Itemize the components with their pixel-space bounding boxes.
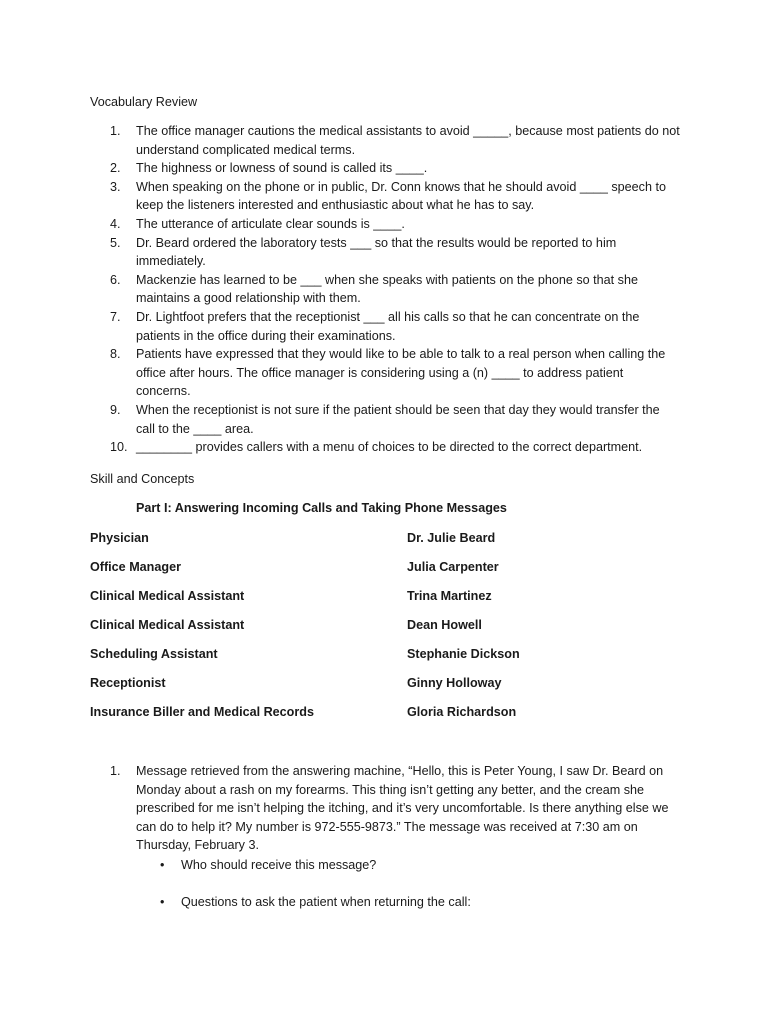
item-text: Dr. Beard ordered the laboratory tests ___ so that the results would be reported to him immediately. bbox=[136, 235, 617, 269]
list-item bbox=[90, 234, 680, 271]
item-number: 1. bbox=[110, 124, 121, 138]
item-text: The utterance of articulate clear sounds is ____. bbox=[136, 216, 405, 231]
staff-name: Dr. Julie Beard bbox=[407, 531, 496, 545]
staff-row bbox=[90, 529, 650, 548]
staff-role: Clinical Medical Assistant bbox=[90, 618, 245, 632]
list-item bbox=[90, 438, 680, 457]
list-item bbox=[90, 122, 680, 159]
list-item bbox=[90, 401, 680, 438]
staff-role: Receptionist bbox=[90, 676, 166, 690]
item-number: 3. bbox=[110, 179, 121, 194]
list-item bbox=[90, 271, 680, 308]
staff-role: Scheduling Assistant bbox=[90, 647, 218, 661]
bullet-text: Who should receive this message? bbox=[181, 858, 377, 872]
bullet-icon: • bbox=[160, 858, 165, 872]
staff-name: Trina Martinez bbox=[407, 589, 492, 603]
item-text: The office manager cautions the medical assistants to avoid _____, because most patients do not understand complicated medical terms. bbox=[136, 124, 680, 157]
item-number: 2. bbox=[110, 161, 121, 176]
part-title: Part I: Answering Incoming Calls and Taking Phone Messages bbox=[136, 501, 507, 515]
item-number: 10. bbox=[110, 440, 128, 455]
list-item bbox=[90, 762, 680, 855]
skills-heading: Skill and Concepts bbox=[90, 472, 195, 486]
item-number: 9. bbox=[110, 402, 121, 417]
item-number: 6. bbox=[110, 272, 121, 287]
list-item bbox=[90, 345, 680, 401]
staff-row bbox=[90, 558, 650, 577]
item-text: Mackenzie has learned to be ___ when she speaks with patients on the phone so that she maintains a good relationship with them. bbox=[136, 272, 638, 306]
staff-row bbox=[90, 703, 650, 722]
item-text: Dr. Lightfoot prefers that the receptionist ___ all his calls so that he can concentrate on the patients in the office during their examinations. bbox=[136, 309, 640, 343]
item-number: 7. bbox=[110, 309, 121, 324]
staff-row bbox=[90, 616, 650, 635]
list-item bbox=[90, 308, 680, 345]
staff-row bbox=[90, 645, 650, 664]
item-number: 8. bbox=[110, 347, 121, 362]
item-number: 5. bbox=[110, 235, 121, 250]
item-number: 1. bbox=[110, 764, 121, 778]
item-text: When the receptionist is not sure if the patient should be seen that day they would transfer the call to the ____ area. bbox=[136, 402, 660, 436]
list-item bbox=[90, 178, 680, 215]
item-text: Message retrieved from the answering machine, “Hello, this is Peter Young, I saw Dr. Beard on Monday about a rash on my forearms. This thing isn’t getting any better, and the cream she prescribed for me isn’t helping the itching, and it’s very uncomfortable. Is there anything else we can do to help it? My number is 972-555-9873.” The message was received at 7:30 am on Thursday, February 3. bbox=[136, 764, 669, 853]
staff-role: Insurance Biller and Medical Records bbox=[90, 705, 314, 719]
bullet-icon: • bbox=[160, 895, 165, 909]
vocabulary-heading: Vocabulary Review bbox=[90, 95, 198, 109]
staff-name: Julia Carpenter bbox=[407, 560, 499, 574]
bullet-text: Questions to ask the patient when returning the call: bbox=[181, 895, 471, 909]
staff-name: Gloria Richardson bbox=[407, 705, 517, 719]
staff-role: Clinical Medical Assistant bbox=[90, 589, 245, 603]
vocabulary-list bbox=[90, 122, 680, 457]
item-text: The highness or lowness of sound is called its ____. bbox=[136, 161, 428, 176]
list-item bbox=[90, 159, 680, 178]
staff-name: Stephanie Dickson bbox=[407, 647, 520, 661]
item-text: ________ provides callers with a menu of choices to be directed to the correct department. bbox=[136, 440, 643, 455]
item-text: Patients have expressed that they would like to be able to talk to a real person when calling the office after hours. The office manager is considering using a (n) ____ to address patient concerns. bbox=[136, 347, 666, 399]
staff-role: Physician bbox=[90, 531, 149, 545]
item-number: 4. bbox=[110, 216, 121, 231]
staff-row bbox=[90, 674, 650, 693]
staff-name: Ginny Holloway bbox=[407, 676, 502, 690]
item-text: When speaking on the phone or in public, Dr. Conn knows that he should avoid ____ speech to keep the listeners interested and enthusiastic about what he has to say. bbox=[136, 179, 666, 213]
list-item bbox=[90, 215, 680, 234]
staff-name: Dean Howell bbox=[407, 618, 482, 632]
staff-row bbox=[90, 587, 650, 606]
message-scenario bbox=[90, 762, 680, 855]
staff-role: Office Manager bbox=[90, 560, 181, 574]
